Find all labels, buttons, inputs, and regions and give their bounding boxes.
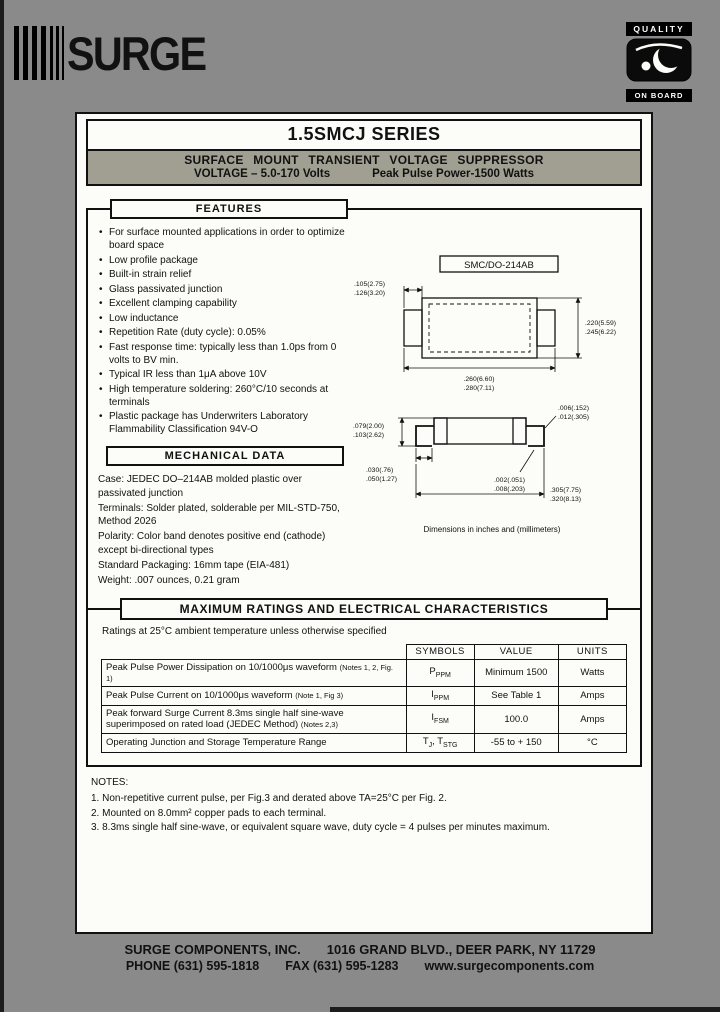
table-row <box>102 733 627 752</box>
col-parameter-header <box>102 645 407 659</box>
dimension-label: .305(7.75) <box>550 487 581 494</box>
param-cell: Peak Pulse Current on 10/1000μs waveform (Note 1, Fig 3) <box>102 686 407 705</box>
dimension-label: .008(.203) <box>494 486 525 493</box>
param-cell: Peak forward Surge Current 8.3ms single half sine-wave superimposed on rated load (JEDEC Method) (Notes 2,3) <box>102 706 407 733</box>
table-row <box>102 686 627 705</box>
note-item: 2. Mounted on 8.0mm² copper pads to each terminal. <box>91 807 327 819</box>
symbol-cell: $I_{FSM}$ <box>406 706 474 733</box>
feature-item: • Typical IR less than 1μA above 10V <box>98 368 348 381</box>
datasheet-page <box>75 112 653 934</box>
subtitle-voltage: VOLTAGE – 5.0-170 Volts <box>193 168 331 180</box>
main-section <box>86 203 642 767</box>
param-note: (Notes 2,3) <box>300 720 338 730</box>
surge-logo <box>14 26 224 80</box>
footer-address: 1016 GRAND BLVD., DEER PARK, NY 11729 <box>326 942 596 957</box>
mechanical-line: Polarity: Color band denotes positive end (cathode) except bi-directional types <box>98 531 326 556</box>
subtitle-power: Peak Pulse Power-1500 Watts <box>372 168 535 180</box>
scan-edge-bottom <box>330 1007 720 1012</box>
feature-item: • Built-in strain relief <box>98 268 348 281</box>
param-cell: Peak Pulse Power Dissipation on 10/1000μs waveform (Notes 1, 2, Fig. 1) <box>102 659 407 686</box>
units-cell: Amps <box>558 706 626 733</box>
mechanical-line: Standard Packaging: 16mm tape (EIA-481) <box>98 559 290 571</box>
barcode-icon-small <box>50 26 64 80</box>
mechanical-heading: MECHANICAL DATA <box>106 446 344 466</box>
feature-item: • Excellent clamping capability <box>98 297 348 310</box>
package-diagram <box>352 250 634 550</box>
table-row <box>102 706 627 733</box>
mechanical-line: Weight: .007 ounces, 0.21 gram <box>98 574 240 586</box>
dimension-label: .050(1.27) <box>366 476 397 483</box>
subtitle-band <box>88 149 640 184</box>
footer-fax: FAX (631) 595-1283 <box>285 959 399 973</box>
mechanical-line: Case: JEDEC DO–214AB molded plastic over passivated junction <box>98 474 302 499</box>
units-cell: Amps <box>558 686 626 705</box>
col-value-header: VALUE <box>474 645 558 659</box>
subtitle-line-2 <box>88 168 640 180</box>
notes-heading: NOTES: <box>91 776 129 788</box>
side-view <box>353 405 589 503</box>
diagram-caption: Dimensions in inches and (millimeters) <box>423 525 561 534</box>
feature-item: • Repetition Rate (duty cycle): 0.05% <box>98 326 348 339</box>
title-block <box>86 119 642 186</box>
param-note: (Notes 1, 2, Fig. 1) <box>106 662 393 683</box>
note-item: 3. 8.3ms single half sine-wave, or equivalent square wave, duty cycle = 4 pulses per minutes maximum. <box>91 822 550 834</box>
feature-item: • Fast response time: typically less than 1.0ps from 0 volts to BV min. <box>98 341 348 367</box>
subtitle-line-1: SURFACE MOUNT TRANSIENT VOLTAGE SUPPRESSOR <box>184 153 544 167</box>
col-units-header: UNITS <box>558 645 626 659</box>
units-cell: Watts <box>558 659 626 686</box>
dimension-label: .012(.305) <box>558 414 589 421</box>
content-columns <box>88 210 640 592</box>
logo-text: SURGE <box>67 27 206 80</box>
feature-item: • High temperature soldering: 260°C/10 seconds at terminals <box>98 383 348 409</box>
units-cell: °C <box>558 733 626 752</box>
feature-item: • For surface mounted applications in order to optimize board space <box>98 226 348 252</box>
symbol-cell: $I_{PPM}$ <box>406 686 474 705</box>
value-cell: Minimum 1500 <box>474 659 558 686</box>
dimension-label: .280(7.11) <box>463 385 495 392</box>
value-cell: -55 to + 150 <box>474 733 558 752</box>
feature-item: • Low profile package <box>98 254 348 267</box>
features-heading: FEATURES <box>110 199 348 219</box>
footer-line-2 <box>0 959 720 973</box>
scan-edge-left <box>0 0 4 1012</box>
value-cell: 100.0 <box>474 706 558 733</box>
param-note: (Note 1, Fig 3) <box>295 691 344 701</box>
dimension-label: .030(.76) <box>366 467 394 474</box>
mechanical-data <box>98 473 348 587</box>
package-label: SMC/DO-214AB <box>464 260 534 271</box>
dimension-label: .126(3.20) <box>354 290 385 297</box>
top-view <box>354 281 616 392</box>
dimension-label: .105(2.75) <box>354 281 385 288</box>
footer-website: www.surgecomponents.com <box>424 959 595 973</box>
symbol-cell: $T_J$, $T_{STG}$ <box>406 733 474 752</box>
note-item: 1. Non-repetitive current pulse, per Fig.3 and derated above TA=25°C per Fig. 2. <box>91 793 447 805</box>
dimension-label: .245(6.22) <box>585 329 616 336</box>
features-column <box>98 226 348 588</box>
stamp-onboard-label: ON BOARD <box>626 89 692 102</box>
dimension-label: .103(2.62) <box>353 432 384 439</box>
dimension-label: .320(8.13) <box>550 496 581 503</box>
feature-item: • Plastic package has Underwriters Laboratory Flammability Classification 94V-O <box>98 410 348 436</box>
feature-item: • Glass passivated junction <box>98 283 348 296</box>
ratings-table <box>101 644 627 752</box>
dimension-label: .006(.152) <box>558 405 589 412</box>
feature-item: • Low inductance <box>98 312 348 325</box>
diagram-column <box>348 226 634 588</box>
dimension-label: .002(.051) <box>494 477 525 484</box>
stamp-quality-label: QUALITY <box>626 22 692 36</box>
dimension-label: .079(2.00) <box>353 423 384 430</box>
ratings-heading: MAXIMUM RATINGS AND ELECTRICAL CHARACTERISTICS <box>120 598 608 620</box>
features-list <box>98 226 348 436</box>
param-cell: Operating Junction and Storage Temperature Range <box>102 733 407 752</box>
value-cell: See Table 1 <box>474 686 558 705</box>
table-header-row <box>102 645 627 659</box>
notes-section <box>91 776 637 836</box>
ratings-condition: Ratings at 25°C ambient temperature unless otherwise specified <box>102 626 387 638</box>
symbol-cell: $P_{PPM}$ <box>406 659 474 686</box>
dimension-label: .220(5.59) <box>585 320 616 327</box>
quality-stamp <box>626 22 692 102</box>
footer-line-1 <box>0 942 720 957</box>
barcode-icon <box>14 26 48 80</box>
footer-company: SURGE COMPONENTS, INC. <box>124 942 301 957</box>
series-title: 1.5SMCJ SERIES <box>287 124 441 144</box>
table-row <box>102 659 627 686</box>
footer-phone: PHONE (631) 595-1818 <box>125 959 260 973</box>
mechanical-line: Terminals: Solder plated, solderable per MIL-STD-750, Method 2026 <box>98 502 340 528</box>
quality-stamp-eye-icon <box>626 38 692 87</box>
col-symbols-header: SYMBOLS <box>406 645 474 659</box>
dimension-label: .260(6.60) <box>463 376 495 383</box>
